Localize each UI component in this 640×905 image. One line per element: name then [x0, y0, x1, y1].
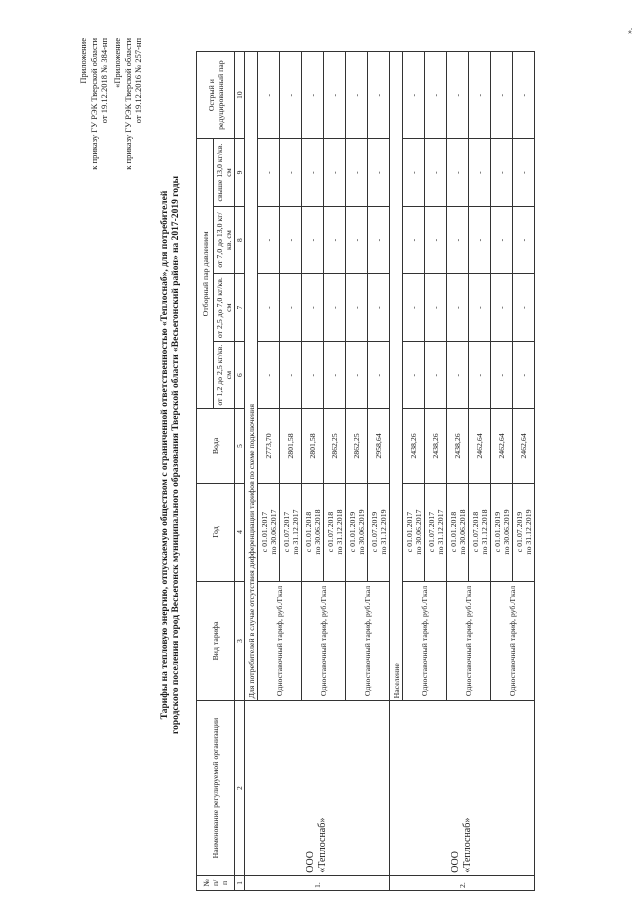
empty-value: - [324, 139, 346, 207]
title-line: Тарифы на тепловую энергию, отпускаемую обществом с ограниченной ответственностью «Теплоснаб», для потребителей [160, 190, 170, 720]
section-row [390, 52, 403, 891]
water-tariff: 2773,70 [258, 409, 280, 483]
water-tariff: 2438,26 [425, 409, 447, 483]
empty-value: - [513, 139, 535, 207]
empty-value: - [258, 139, 280, 207]
empty-value: - [491, 139, 513, 207]
empty-value: - [324, 274, 346, 342]
empty-value: - [491, 52, 513, 139]
col-number: 2 [235, 701, 245, 875]
period-to: по 30.06.2018 [312, 509, 322, 555]
col-number: 4 [235, 483, 245, 581]
empty-value: - [513, 52, 535, 139]
period-to: по 30.06.2019 [356, 509, 366, 555]
period-to: по 31.12.2018 [479, 509, 489, 555]
col-number: 6 [235, 341, 245, 409]
period-to: по 31.12.2019 [378, 509, 388, 555]
empty-value: - [368, 341, 390, 409]
col-header-org: Наименование регулируемой организации [197, 701, 235, 875]
period-from: с 01.01.2019 [347, 511, 357, 553]
period-cell [425, 483, 447, 581]
empty-value: - [513, 274, 535, 342]
period-to: по 31.12.2019 [523, 509, 533, 555]
header-line: к приказу ГУ РЭК Тверской области [88, 38, 99, 170]
section-label: Для потребителей в случае отсутствия дифференциации тарифов по схеме подключения [245, 52, 258, 701]
col-header-num: № п/п [197, 875, 235, 890]
period-to: по 31.12.2018 [334, 509, 344, 555]
empty-value: - [258, 341, 280, 409]
period-cell [368, 483, 390, 581]
section-number: 2. [390, 875, 535, 890]
empty-value: - [346, 52, 368, 139]
header-line: от 19.12.2016 № 257-нп [133, 38, 143, 124]
col-header-type: Вид тарифа [197, 581, 235, 701]
empty-value: - [403, 139, 425, 207]
empty-value: - [258, 206, 280, 274]
org-name-line: «Теплоснаб» [317, 817, 328, 873]
header-line: «Приложение [112, 38, 122, 88]
tariff-type: Одноставочный тариф, руб./Гкал [491, 581, 535, 701]
empty-value: - [469, 341, 491, 409]
water-tariff: 2462,64 [513, 409, 535, 483]
water-tariff: 2801,58 [302, 409, 324, 483]
water-tariff: 2462,64 [491, 409, 513, 483]
col-number: 3 [235, 581, 245, 701]
period-cell [258, 483, 280, 581]
col-header-steam-4: свыше 13,0 кг/кв. см [214, 139, 235, 207]
period-cell [491, 483, 513, 581]
header-line: к приказу ГУ РЭК Тверской области [122, 38, 133, 170]
empty-value: - [324, 341, 346, 409]
period-to: по 30.06.2018 [457, 509, 467, 555]
water-tariff: 2438,26 [447, 409, 469, 483]
org-name-line: ООО [450, 851, 461, 873]
empty-value: - [469, 52, 491, 139]
col-number: 5 [235, 409, 245, 483]
period-from: с 01.01.2018 [303, 511, 313, 553]
appendix-header-current [78, 38, 110, 170]
col-header-water: Вода [197, 409, 235, 483]
empty-value: - [425, 52, 447, 139]
period-cell [447, 483, 469, 581]
col-header-steam-1: от 1,2 до 2,5 кг/кв. см [214, 341, 235, 409]
water-tariff: 2801,58 [280, 409, 302, 483]
empty-value: - [302, 206, 324, 274]
period-from: с 01.07.2017 [281, 511, 291, 553]
period-cell [302, 483, 324, 581]
org-name-cell [390, 701, 535, 875]
org-name-line: «Теплоснаб» [462, 817, 473, 873]
col-number: 1 [235, 875, 245, 890]
empty-value: - [491, 206, 513, 274]
empty-value: - [280, 139, 302, 207]
period-cell [513, 483, 535, 581]
empty-value: - [447, 206, 469, 274]
col-header-steam-2: от 2,5 до 7,0 кг/кв. см [214, 274, 235, 342]
period-to: по 31.12.2017 [290, 509, 300, 555]
period-from: с 01.01.2017 [259, 511, 269, 553]
tariff-table [196, 51, 535, 891]
period-cell [280, 483, 302, 581]
period-from: с 01.01.2019 [492, 511, 502, 553]
empty-value: - [425, 274, 447, 342]
empty-value: - [368, 274, 390, 342]
empty-value: - [368, 52, 390, 139]
appendix-header-original [112, 38, 144, 170]
org-name-line: ООО [305, 851, 316, 873]
col-header-year: Год [197, 483, 235, 581]
closing-mark: ». [625, 28, 634, 34]
period-to: по 30.06.2017 [413, 509, 423, 555]
empty-value: - [425, 139, 447, 207]
empty-value: - [324, 52, 346, 139]
col-number: 7 [235, 274, 245, 342]
col-header-steam-3: от 7,0 до 13,0 кг/кв. см [214, 206, 235, 274]
empty-value: - [469, 206, 491, 274]
col-number: 9 [235, 139, 245, 207]
header-line: от 19.12.2018 № 384-нп [99, 38, 109, 124]
empty-value: - [346, 341, 368, 409]
period-cell [324, 483, 346, 581]
col-header-sharp-steam: Острый и редуцированный пар [197, 52, 235, 139]
period-from: с 01.07.2019 [369, 511, 379, 553]
col-number: 10 [235, 52, 245, 139]
water-tariff: 2438,26 [403, 409, 425, 483]
empty-value: - [346, 206, 368, 274]
water-tariff: 2958,64 [368, 409, 390, 483]
empty-value: - [324, 206, 346, 274]
document-title [160, 95, 182, 815]
title-line: городского поселения город Весьегонск муниципального образования Тверской области «Весьегонский район» на 2017-2019 годы [171, 176, 181, 734]
empty-value: - [280, 206, 302, 274]
period-from: с 01.07.2018 [325, 511, 335, 553]
empty-value: - [302, 274, 324, 342]
water-tariff: 2862,25 [346, 409, 368, 483]
empty-value: - [469, 274, 491, 342]
period-from: с 01.07.2019 [514, 511, 524, 553]
water-tariff: 2862,25 [324, 409, 346, 483]
org-name-cell [245, 701, 390, 875]
period-from: с 01.07.2017 [426, 511, 436, 553]
empty-value: - [346, 139, 368, 207]
period-to: по 30.06.2019 [501, 509, 511, 555]
tariff-type: Одноставочный тариф, руб./Гкал [447, 581, 491, 701]
empty-value: - [258, 274, 280, 342]
period-cell [469, 483, 491, 581]
empty-value: - [513, 206, 535, 274]
period-from: с 01.07.2018 [470, 511, 480, 553]
col-number: 8 [235, 206, 245, 274]
empty-value: - [447, 274, 469, 342]
empty-value: - [302, 52, 324, 139]
period-from: с 01.01.2017 [404, 511, 414, 553]
empty-value: - [280, 341, 302, 409]
col-header-steam-group: Отборный пар давлением [197, 139, 214, 409]
tariff-type: Одноставочный тариф, руб./Гкал [258, 581, 302, 701]
empty-value: - [447, 139, 469, 207]
empty-value: - [346, 274, 368, 342]
empty-value: - [368, 139, 390, 207]
empty-value: - [447, 52, 469, 139]
section-number: 1. [245, 875, 390, 890]
period-from: с 01.01.2018 [448, 511, 458, 553]
header-line: Приложение [78, 38, 88, 84]
tariff-type: Одноставочный тариф, руб./Гкал [302, 581, 346, 701]
empty-value: - [447, 341, 469, 409]
empty-value: - [491, 341, 513, 409]
empty-value: - [302, 139, 324, 207]
empty-value: - [258, 52, 280, 139]
section-row [245, 52, 258, 891]
empty-value: - [403, 52, 425, 139]
period-to: по 30.06.2017 [268, 509, 278, 555]
empty-value: - [469, 139, 491, 207]
empty-value: - [425, 341, 447, 409]
period-cell [346, 483, 368, 581]
empty-value: - [403, 206, 425, 274]
empty-value: - [368, 206, 390, 274]
tariff-type: Одноставочный тариф, руб./Гкал [403, 581, 447, 701]
empty-value: - [280, 52, 302, 139]
empty-value: - [403, 274, 425, 342]
empty-value: - [403, 341, 425, 409]
period-to: по 31.12.2017 [435, 509, 445, 555]
tariff-type: Одноставочный тариф, руб./Гкал [346, 581, 390, 701]
empty-value: - [513, 341, 535, 409]
water-tariff: 2462,64 [469, 409, 491, 483]
section-label: Население [390, 52, 403, 701]
empty-value: - [425, 206, 447, 274]
empty-value: - [302, 341, 324, 409]
empty-value: - [280, 274, 302, 342]
period-cell [403, 483, 425, 581]
empty-value: - [491, 274, 513, 342]
